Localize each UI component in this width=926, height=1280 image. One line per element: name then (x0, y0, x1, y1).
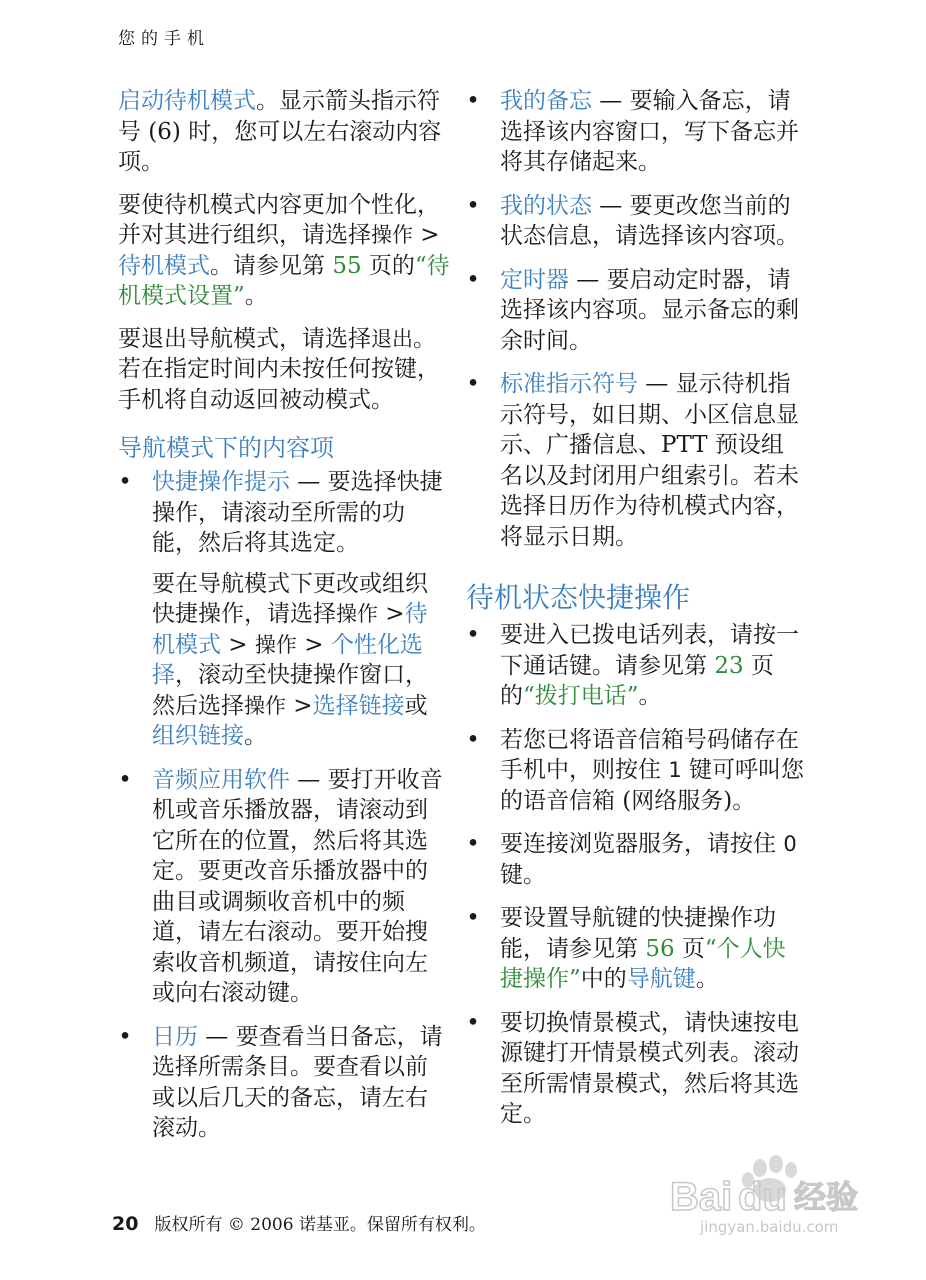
navigation-items-list (118, 467, 450, 1144)
list-item (118, 467, 450, 752)
shortcuts-link[interactable]: 快捷操作提示 (152, 469, 290, 495)
standby-mode-link[interactable]: 待机模式 (118, 252, 210, 279)
calendar-link[interactable]: 日历 (152, 1023, 198, 1050)
standby-link[interactable]: 启动待机模式 (118, 88, 256, 114)
text: > (286, 692, 313, 719)
watermark-brand-du: du (738, 1175, 787, 1219)
watermark-url: jingyan.baidu.com (700, 1218, 839, 1236)
text: ，滚动至快捷操作窗口，然后选择 (152, 662, 428, 719)
timer-link[interactable]: 定时器 (500, 266, 569, 293)
baidu-jingyan-watermark (668, 1150, 883, 1260)
organize-links-link[interactable]: 组织链接 (152, 723, 244, 749)
list-item (466, 829, 806, 890)
cross-reference-link[interactable]: “待机模式设置” (118, 252, 450, 309)
watermark-brand: Bai (670, 1175, 733, 1219)
text: 。 (244, 723, 267, 749)
text: 。 (638, 683, 662, 709)
text: > (221, 631, 255, 658)
page-ref-number[interactable]: 55 (332, 252, 362, 279)
text: 页的 (361, 252, 415, 279)
item-text: — 显示待机指示符号，如日期、小区信息显示、广播信息、PTT 预设组名以及封闭用户组索引。若未选择日历作为待机模式内容，将显示日期。 (500, 371, 799, 550)
list-item (466, 903, 806, 995)
standby-intro-text: 。显示箭头指示符号 (6) 时，您可以左右滚动内容项。 (118, 88, 442, 175)
list-item (466, 265, 806, 357)
bullet: • (466, 905, 480, 931)
text: 要连接浏览器服务，请按住 (500, 831, 784, 857)
item-text: — 要更改您当前的状态信息，请选择该内容项。 (500, 192, 799, 249)
item-text: — 要打开收音机或音乐播放器，请滚动到它所在的位置，然后将其选定。要更改音乐播放器中的曲目或调频收音机中的频道，请左右滚动。要开始搜索收音机频道，请按住向左或向右滚动键。 (152, 766, 443, 1006)
shortcuts-list (466, 620, 806, 1130)
item-text: — 要输入备忘，请选择该内容窗口，写下备忘并将其存储起来。 (500, 88, 799, 175)
section-heading-navigation: 导航模式下的内容项 (118, 434, 334, 462)
list-item (118, 765, 450, 1009)
standby-mode-link[interactable]: 待机模式 (152, 601, 428, 658)
bullet: • (118, 766, 132, 793)
text: 。 (244, 283, 268, 309)
select-links-link[interactable]: 选择链接 (312, 692, 405, 719)
cross-reference-link[interactable]: “个人快捷操作” (500, 935, 786, 992)
item-text: — 要选择快捷操作，请滚动至所需的功能，然后将其选定。 (152, 469, 443, 556)
text: > (296, 631, 331, 658)
list-item (466, 620, 806, 712)
text: > (378, 601, 405, 627)
bullet: • (466, 831, 480, 857)
options-label: 操作 (244, 693, 286, 718)
key-label: 1 (668, 758, 682, 782)
list-item (118, 1022, 450, 1144)
list-item (466, 86, 806, 178)
bullet: • (118, 469, 132, 495)
text: 或 (404, 692, 428, 719)
page-number: 20 (112, 1213, 139, 1235)
list-item (466, 725, 806, 817)
bullet: • (466, 1009, 480, 1036)
bullet: • (466, 622, 480, 648)
options-label: 操作 (371, 223, 413, 247)
right-column (466, 86, 806, 1143)
cross-reference-link[interactable]: “拨打电话” (523, 683, 639, 709)
exit-paragraph (118, 324, 450, 416)
right-items-list (466, 86, 806, 552)
bullet: • (466, 266, 480, 293)
section-heading-standby-shortcuts: 待机状态快捷操作 (466, 581, 691, 614)
text: 要在导航模式下更改或组织快捷操作，请选择 (152, 570, 428, 627)
shortcut-organize-paragraph (152, 569, 450, 752)
page-footer (112, 1210, 486, 1235)
standard-indicators-link[interactable]: 标准指示符号 (500, 371, 638, 397)
navigation-key-link[interactable]: 导航键 (626, 966, 696, 992)
item-text: — 要启动定时器，请选择该内容项。显示备忘的剩余时间。 (500, 266, 799, 354)
text: 键可呼叫您的语音信箱 (网络服务)。 (500, 757, 804, 814)
watermark-jingyan: 经验 (794, 1178, 859, 1216)
options-label: 操作 (336, 602, 378, 626)
text: 要设置导航键的快捷操作功能，请参见第 (500, 905, 776, 962)
list-item (466, 191, 806, 252)
my-notes-link[interactable]: 我的备忘 (500, 88, 592, 114)
text: 要进入已拨电话列表，请按一下通话键。请参见第 (500, 622, 799, 679)
text: 要退出导航模式，请选择 (118, 325, 371, 352)
exit-label: 退出 (371, 326, 413, 351)
page-ref-number[interactable]: 56 (645, 935, 675, 962)
my-status-link[interactable]: 我的状态 (500, 192, 592, 219)
personalize-paragraph (118, 190, 450, 312)
page-ref-number[interactable]: 23 (714, 652, 744, 679)
item-text: — 要查看当日备忘，请选择所需条目。要查看以前或以后几天的备忘，请左右滚动。 (152, 1023, 443, 1141)
list-item (466, 369, 806, 552)
personalize-link[interactable]: 个性化选择 (152, 631, 423, 688)
text: > (413, 222, 440, 248)
copyright-notice: 版权所有 © 2006 诺基亚。保留所有权利。 (154, 1215, 486, 1235)
text: 页 (674, 935, 705, 962)
audio-apps-link[interactable]: 音频应用软件 (152, 766, 290, 793)
key-label: 0 (783, 832, 797, 856)
text: 。请参见第 (210, 252, 333, 279)
text: 要切换情景模式，请快速按电源键打开情景模式列表。滚动至所需情景模式，然后将其选定。 (500, 1009, 799, 1127)
bullet: • (466, 371, 480, 397)
page-header: 您的手机 (118, 29, 210, 49)
bullet: • (466, 88, 480, 114)
standby-intro (118, 86, 450, 178)
text: 。 (695, 966, 719, 992)
bullet: • (466, 192, 480, 219)
options-label: 操作 (254, 632, 297, 657)
text: 页的 (500, 652, 774, 709)
text: 要使待机模式内容更加个性化，并对其进行组织，请选择 (118, 191, 440, 248)
text: 中的 (580, 966, 627, 992)
text: 。若在指定时间内未按任何按键，手机将自动返回被动模式。 (118, 325, 440, 413)
bullet: • (466, 726, 480, 753)
bullet: • (118, 1023, 132, 1050)
left-column (118, 86, 450, 1157)
list-item (466, 1008, 806, 1130)
text: 键。 (500, 861, 546, 888)
text: 若您已将语音信箱号码储存在手机中，则按住 (500, 726, 799, 783)
